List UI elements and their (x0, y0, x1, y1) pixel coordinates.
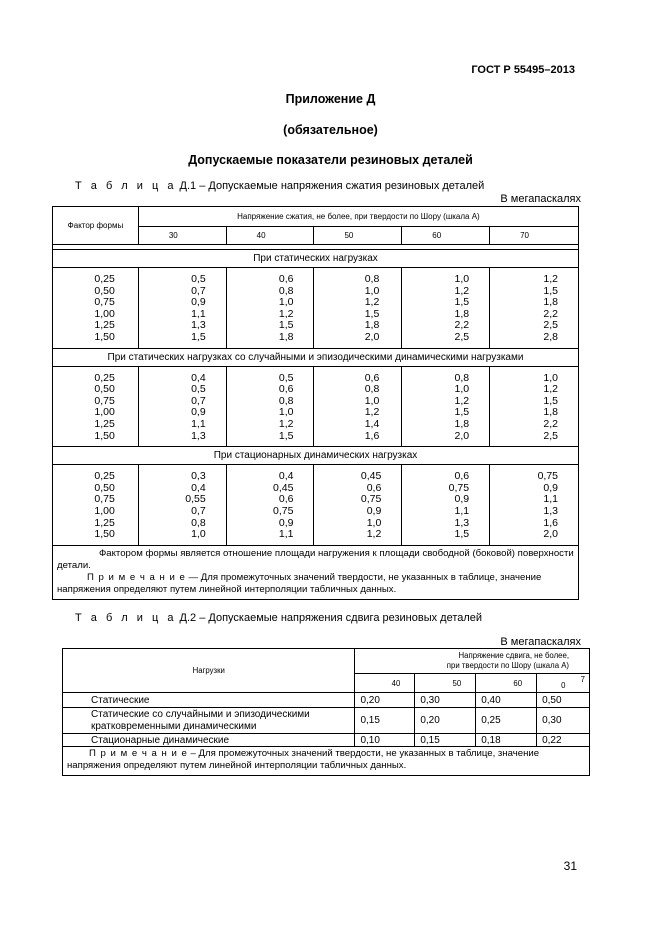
value: 1,5 (454, 406, 470, 419)
value: 1,1 (454, 504, 470, 517)
shape-factor-column (53, 366, 139, 447)
shear-hardness-40: 40 (355, 674, 415, 693)
header-shear-group (355, 649, 590, 674)
appendix-status: (обязательное) (283, 123, 378, 137)
shape-factor-footnote: Фактором формы является отношение площади нагружения к площади свободной (боковой) поверхности детали. (57, 547, 574, 571)
value: 2,0 (454, 429, 470, 442)
header-shear-line1: Напряжение сдвига, не более, (458, 651, 569, 660)
hardness-70-digit-a: 7 (580, 675, 585, 684)
value: 0,75 (360, 493, 382, 506)
table1-note (57, 572, 574, 596)
value: 1,6 (364, 429, 380, 442)
value: 1,5 (543, 284, 558, 297)
value: 0,45 (273, 481, 294, 494)
value: 1,25 (94, 417, 115, 430)
value: 0,8 (191, 516, 206, 529)
value: 1,4 (364, 417, 380, 430)
value: 0,8 (278, 284, 294, 297)
values-column (314, 366, 402, 447)
shape-factor-column (53, 465, 139, 546)
load-label: Статические (63, 693, 355, 708)
value: 0,7 (191, 284, 206, 297)
value: 0,45 (360, 470, 382, 483)
value: 0,6 (454, 470, 470, 483)
shear-value: 0,50 (537, 693, 590, 708)
table1-caption-label: Т а б л и ц а (75, 180, 177, 192)
shear-hardness-70 (537, 674, 590, 693)
header-shear-line2: при твердости по Шору (шкала А) (446, 661, 569, 670)
value: 0,8 (364, 383, 380, 396)
value: 1,5 (364, 307, 380, 320)
value: 0,5 (191, 383, 206, 396)
table2-note (63, 747, 590, 776)
value: 0,9 (366, 504, 382, 517)
value: 1,50 (94, 429, 115, 442)
table1-notes (53, 545, 579, 599)
value: 1,0 (454, 383, 470, 396)
value: 2,0 (364, 330, 380, 343)
value: 0,8 (278, 394, 294, 407)
value: 1,0 (543, 371, 558, 384)
value: 1,5 (454, 296, 470, 309)
value: 0,50 (94, 383, 115, 396)
header-shape-factor: Фактор формы (53, 207, 139, 245)
table2-caption-label: Т а б л и ц а (75, 612, 177, 624)
value: 2,8 (543, 330, 558, 343)
value: 2,0 (543, 528, 558, 541)
value: 1,5 (278, 429, 294, 442)
value: 1,8 (543, 296, 558, 309)
values-column (226, 465, 314, 546)
value: 0,9 (191, 406, 206, 419)
section-title: При стационарных динамических нагрузках (53, 447, 579, 465)
table1-unit: В мегапаскалях (500, 193, 581, 205)
shear-value: 0,20 (415, 708, 476, 734)
hardness-60: 60 (402, 227, 490, 245)
value: 1,2 (364, 296, 380, 309)
note-text: — Для промежуточных значений твердости, не указанных в таблице, значение напряжения определяют путем линейной интерполяции табличных данных. (57, 571, 542, 595)
values-column (402, 465, 490, 546)
value: 2,5 (454, 330, 470, 343)
value: 0,75 (273, 504, 294, 517)
hardness-50: 50 (314, 227, 402, 245)
values-column (314, 465, 402, 546)
value: 0,75 (94, 493, 115, 506)
values-column (402, 366, 490, 447)
values-column (138, 465, 226, 546)
value: 1,2 (454, 284, 470, 297)
shear-value: 0,10 (355, 734, 415, 747)
shear-value: 0,18 (476, 734, 537, 747)
value: 1,3 (191, 319, 206, 332)
value: 0,75 (537, 470, 558, 483)
shear-hardness-50: 50 (415, 674, 476, 693)
shear-value: 0,20 (355, 693, 415, 708)
value: 1,25 (94, 319, 115, 332)
value: 1,8 (454, 307, 470, 320)
value: 0,6 (364, 371, 380, 384)
value: 1,8 (454, 417, 470, 430)
value: 1,8 (278, 330, 294, 343)
note-label: П р и м е ч а н и е (89, 748, 188, 759)
values-column (402, 268, 490, 349)
value: 0,8 (364, 273, 380, 285)
value: 1,50 (94, 528, 115, 541)
table2-unit: В мегапаскалях (500, 636, 581, 648)
value: 0,55 (185, 493, 206, 506)
value: 0,9 (454, 493, 470, 506)
value: 0,5 (278, 371, 294, 384)
value: 0,25 (94, 470, 115, 483)
value: 1,2 (366, 528, 382, 541)
values-column (138, 366, 226, 447)
value: 0,3 (191, 470, 206, 483)
shear-value: 0,15 (355, 708, 415, 734)
value: 1,0 (278, 406, 294, 419)
value: 1,2 (278, 307, 294, 320)
values-column (314, 268, 402, 349)
shear-value: 0,15 (415, 734, 476, 747)
value: 1,25 (94, 516, 115, 529)
hardness-40: 40 (226, 227, 314, 245)
value: 1,2 (543, 383, 558, 396)
value: 1,5 (278, 319, 294, 332)
values-column (490, 465, 579, 546)
hardness-30: 30 (138, 227, 226, 245)
shear-value: 0,30 (415, 693, 476, 708)
shear-value: 0,22 (537, 734, 590, 747)
value: 1,00 (94, 406, 115, 419)
table2-caption (75, 612, 482, 624)
values-column (226, 268, 314, 349)
value: 0,25 (94, 371, 115, 384)
value: 0,7 (191, 394, 206, 407)
load-label: Статические со случайными и эпизодическими кратковременными динамическими (63, 708, 355, 734)
value: 0,50 (94, 481, 115, 494)
shear-value: 0,40 (476, 693, 537, 708)
value: 0,50 (94, 284, 115, 297)
shape-factor-column (53, 268, 139, 349)
value: 1,0 (191, 528, 206, 541)
value: 1,0 (278, 296, 294, 309)
value: 2,2 (543, 417, 558, 430)
value: 0,5 (191, 273, 206, 285)
value: 0,6 (278, 493, 294, 506)
table2-caption-text: Д.2 – Допускаемые напряжения сдвига резиновых деталей (179, 612, 483, 624)
value: 1,8 (364, 319, 380, 332)
values-column (226, 366, 314, 447)
note-label: П р и м е ч а н и е (87, 571, 186, 583)
value: 1,0 (364, 284, 380, 297)
values-column (490, 366, 579, 447)
value: 1,00 (94, 307, 115, 320)
compression-stress-table (52, 206, 579, 600)
values-column (138, 268, 226, 349)
value: 1,3 (543, 504, 558, 517)
shear-hardness-60: 60 (476, 674, 537, 693)
value: 1,1 (278, 528, 294, 541)
value: 1,8 (543, 406, 558, 419)
shear-value: 0,30 (537, 708, 590, 734)
values-column (490, 268, 579, 349)
value: 0,6 (278, 383, 294, 396)
value: 0,9 (191, 296, 206, 309)
note-text: – Для промежуточных значений твердости, не указанных в таблице, значение напряжения определяют путем линейной интерполяции табличных данных. (67, 748, 540, 771)
value: 0,75 (94, 296, 115, 309)
standard-code: ГОСТ Р 55495–2013 (471, 64, 575, 76)
value: 0,4 (191, 481, 206, 494)
value: 0,75 (448, 481, 470, 494)
value: 0,25 (94, 273, 115, 285)
value: 1,0 (454, 273, 470, 285)
value: 1,1 (543, 493, 558, 506)
value: 1,50 (94, 330, 115, 343)
appendix-heading: Допускаемые показатели резиновых деталей (188, 153, 473, 167)
value: 1,1 (191, 307, 206, 320)
value: 1,2 (454, 394, 470, 407)
value: 1,2 (543, 273, 558, 285)
value: 1,5 (191, 330, 206, 343)
shear-value: 0,25 (476, 708, 537, 734)
value: 2,5 (543, 319, 558, 332)
value: 0,4 (191, 371, 206, 384)
value: 0,9 (543, 481, 558, 494)
hardness-70: 70 (490, 227, 579, 245)
value: 2,5 (543, 429, 558, 442)
value: 1,0 (364, 394, 380, 407)
value: 1,5 (454, 528, 470, 541)
value: 0,75 (94, 394, 115, 407)
value: 0,7 (191, 504, 206, 517)
section-title: При статических нагрузках (53, 250, 579, 268)
value: 1,3 (191, 429, 206, 442)
value: 2,2 (454, 319, 470, 332)
section-title: При статических нагрузках со случайными и эпизодическими динамическими нагрузками (53, 348, 579, 366)
header-loads: Нагрузки (63, 649, 355, 693)
value: 0,6 (278, 273, 294, 285)
load-label: Стационарные динамические (63, 734, 355, 747)
value: 1,00 (94, 504, 115, 517)
hardness-70-digit-b: 0 (561, 681, 566, 690)
value: 1,3 (454, 516, 470, 529)
header-compression-group: Напряжение сжатия, не более, при твердости по Шору (шкала А) (138, 207, 578, 227)
value: 1,1 (191, 417, 206, 430)
appendix-title: Приложение Д (285, 92, 376, 106)
value: 0,4 (278, 470, 294, 483)
value: 1,0 (366, 516, 382, 529)
table1-caption-text: Д.1 – Допускаемые напряжения сжатия резиновых деталей (179, 180, 485, 192)
value: 1,6 (543, 516, 558, 529)
value: 0,8 (454, 371, 470, 384)
page-number: 31 (563, 859, 577, 873)
value: 0,6 (366, 481, 382, 494)
value: 1,5 (543, 394, 558, 407)
value: 1,2 (278, 417, 294, 430)
shear-stress-table (62, 648, 590, 776)
value: 1,2 (364, 406, 380, 419)
table1-caption (75, 180, 484, 192)
value: 0,9 (278, 516, 294, 529)
value: 2,2 (543, 307, 558, 320)
